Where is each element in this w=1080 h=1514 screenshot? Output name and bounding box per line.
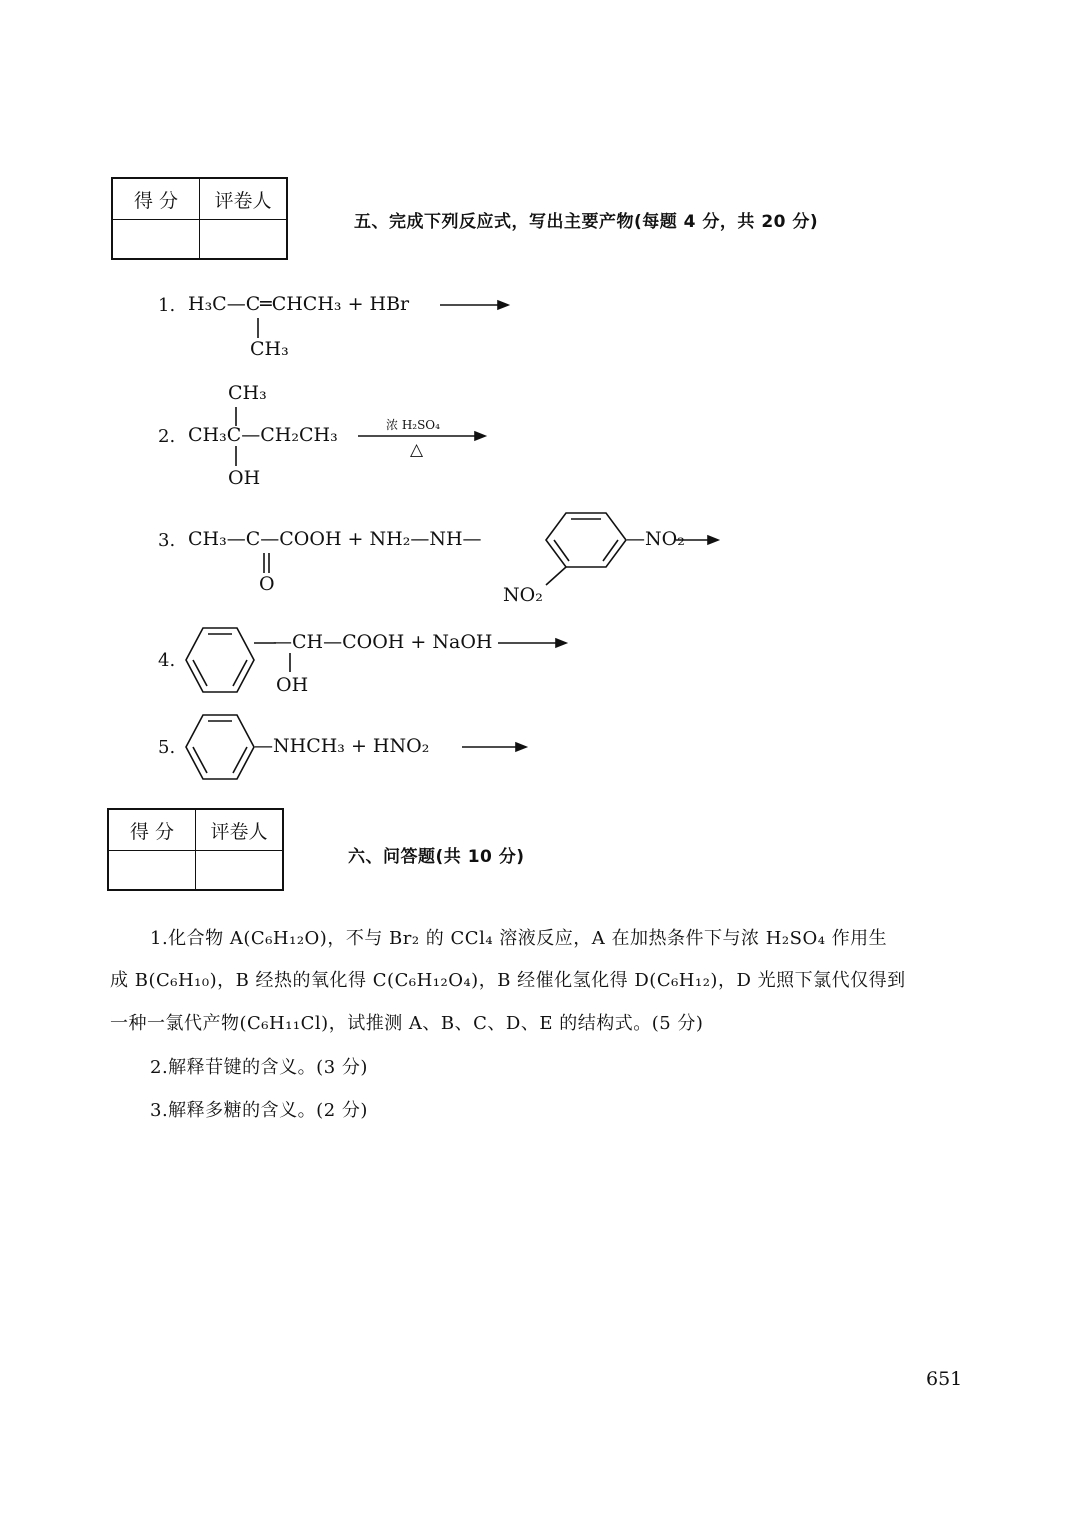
section6-q3: 3.解释多糖的含义。(2 分) (150, 1100, 368, 1121)
q4-ring-double-2 (233, 660, 247, 686)
grader-label: 评卷人 (200, 178, 288, 220)
score-label: 得 分 (112, 178, 200, 220)
page-number: 651 (926, 1368, 963, 1390)
section6-q2: 2.解释苷键的含义。(3 分) (150, 1057, 368, 1078)
q3-ortho-bond (546, 567, 566, 585)
q2-reactant: CH₃C—CH₂CH₃ (188, 424, 338, 446)
q2-bottom-substituent: OH (228, 467, 261, 489)
q4-benzene-ring (186, 628, 254, 692)
q5-number: 5. (158, 737, 176, 758)
q3-benzene-ring (546, 513, 626, 567)
q3-ortho-group: NO₂ (503, 584, 543, 606)
q4-ring-double-3 (193, 660, 207, 686)
score-box-section6 (107, 808, 284, 891)
q3-ring-double-2 (603, 540, 618, 561)
q4-number: 4. (158, 650, 176, 671)
q2-condition: △ (410, 440, 424, 460)
q3-number: 3. (158, 530, 176, 551)
q3-carbonyl-oxygen: O (259, 573, 275, 595)
grader-label: 评卷人 (196, 809, 284, 851)
q2-arrow-head (475, 432, 485, 440)
section5-title: 五、完成下列反应式，写出主要产物(每题 4 分，共 20 分) (354, 212, 819, 232)
q1-substituent: CH₃ (250, 338, 289, 360)
q2-top-substituent: CH₃ (228, 382, 267, 404)
q3-ring-double-3 (554, 540, 569, 561)
section6-q1-line3: 一种一氯代产物(C₆H₁₁Cl)，试推测 A、B、C、D、E 的结构式。(5 分) (110, 1013, 704, 1034)
q3-arrow-head (708, 536, 718, 544)
q3-para-group: —NO₂ (626, 528, 685, 550)
q4-substituent: OH (276, 674, 309, 696)
q5-ring-double-3 (193, 747, 207, 773)
q2-reagent: 浓 H₂SO₄ (386, 418, 440, 432)
q2-number: 2. (158, 426, 176, 447)
q1-arrow-head (498, 301, 508, 309)
section6-title: 六、问答题(共 10 分) (348, 847, 525, 867)
section6-q1-line1: 1.化合物 A(C₆H₁₂O)，不与 Br₂ 的 CCl₄ 溶液反应，A 在加热条件下与浓 H₂SO₄ 作用生 (150, 928, 888, 949)
score-label: 得 分 (108, 809, 196, 851)
q3-reactant: CH₃—C—COOH + NH₂—NH— (188, 528, 482, 550)
q1-number: 1. (158, 295, 176, 316)
q5-arrow-head (516, 743, 526, 751)
q1-reactant: H₃C—C═CHCH₃ + HBr (188, 293, 410, 315)
q5-benzene-ring (186, 715, 254, 779)
grader-cell[interactable] (196, 851, 284, 891)
q5-reactant: —NHCH₃ + HNO₂ (254, 735, 430, 757)
q4-arrow-head (556, 639, 566, 647)
q5-ring-double-2 (233, 747, 247, 773)
score-cell[interactable] (108, 851, 196, 891)
section6-q1-line2: 成 B(C₆H₁₀)，B 经热的氧化得 C(C₆H₁₂O₄)，B 经催化氢化得 D(C₆H₁₂)，D 光照下氯代仅得到 (110, 970, 906, 991)
q4-reactant: —CH—COOH + NaOH (273, 631, 493, 653)
